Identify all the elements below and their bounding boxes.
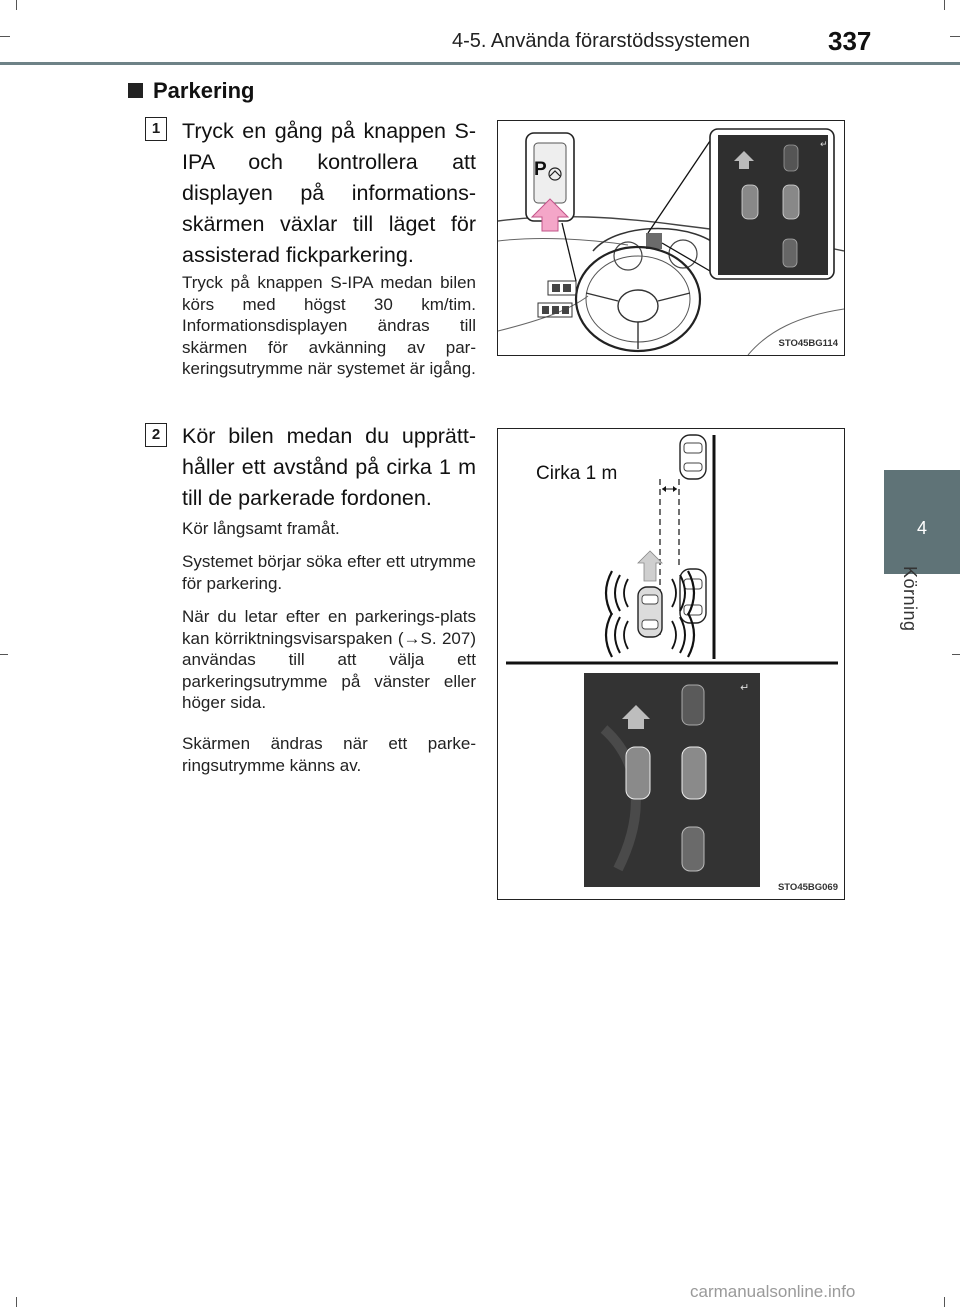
svg-text:↵: ↵ — [740, 681, 750, 694]
crop-mark — [16, 1297, 17, 1307]
figure-parking-distance — [497, 428, 845, 900]
step-note: Skärmen ändras när ett parke-ringsutrymme känns av. — [182, 734, 476, 775]
figure-code: STO45BG069 — [777, 882, 838, 893]
crop-mark — [16, 0, 17, 10]
figure-sipa-button — [497, 120, 845, 356]
step-note: När du letar efter en parkerings-plats kan körriktningsvisarspaken (→S. 207) användas till att välja ett parkeringsutrymme på vänster eller höger sida. — [182, 607, 476, 712]
distance-label: Cirka 1 m — [536, 463, 618, 484]
crop-mark — [952, 654, 960, 655]
step-instruction: Kör bilen medan du upprätt-håller ett avstånd på cirka 1 m till de parkerade fordonen. — [182, 424, 476, 510]
section-heading — [128, 78, 255, 104]
dashboard-illustration — [498, 121, 844, 355]
watermark: carmanualsonline.info — [690, 1282, 856, 1301]
section-title: 4-5. Använda förarstödssystemen — [452, 30, 750, 52]
chapter-tab — [884, 470, 960, 574]
chapter-number: 4 — [916, 518, 927, 538]
square-bullet-icon — [128, 83, 143, 98]
crop-mark — [0, 654, 8, 655]
crop-mark — [944, 0, 945, 10]
section-heading-text: Parkering — [153, 78, 255, 103]
chapter-name: Körning — [900, 566, 920, 632]
crop-mark — [944, 1297, 945, 1307]
step-number-badge: 2 — [145, 423, 167, 447]
figure-code: STO45BG114 — [778, 338, 838, 349]
parking-distance-illustration — [498, 429, 844, 899]
crop-mark — [0, 36, 10, 37]
step-note: Systemet börjar söka efter ett utrymme för parkering. — [182, 552, 476, 593]
page-number: 337 — [828, 26, 872, 56]
step-instruction: Tryck en gång på knappen S-IPA och kontrollera att displayen på informations-skärmen växlar till läget för assisterad fickparkering. — [182, 119, 476, 267]
step-number-badge: 1 — [145, 117, 167, 141]
svg-text:↵: ↵ — [820, 140, 828, 150]
sipa-button-label: P — [534, 159, 547, 180]
header-rule — [0, 62, 960, 65]
step-note: Kör långsamt framåt. — [182, 519, 340, 538]
step-note: Tryck på knappen S-IPA medan bilen körs med högst 30 km/tim. Informationsdisplayen ändras till skärmen för avkänning av par-keringsutrymme när systemet är igång. — [182, 273, 476, 378]
crop-mark — [950, 36, 960, 37]
